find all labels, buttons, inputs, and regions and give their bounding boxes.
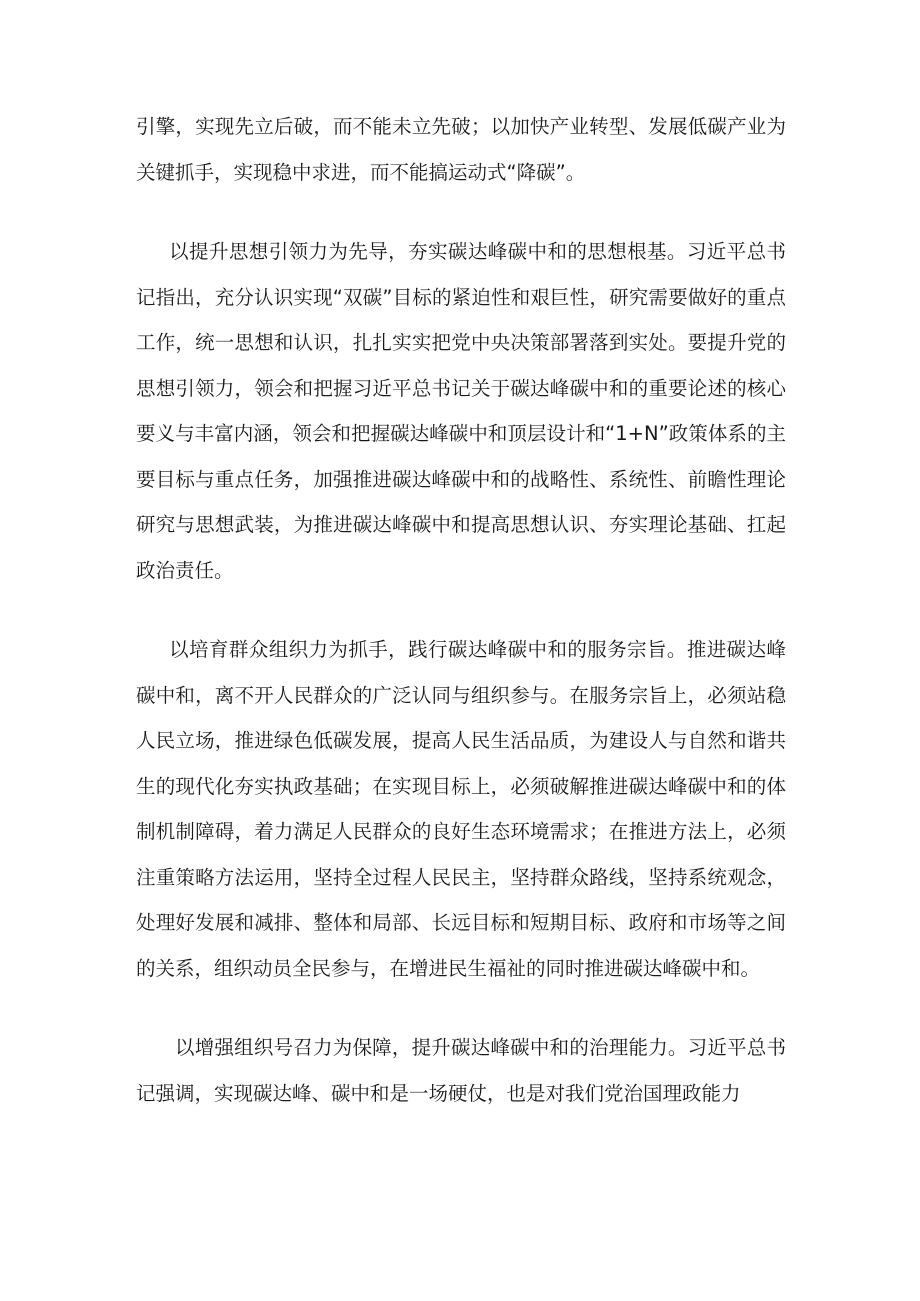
paragraph-organizational-appeal: 以增强组织号召力为保障，提升碳达峰碳中和的治理能力。习近平总书记强调，实现碳达峰、碳中和是一场硬仗，也是对我们党治国理政能力 <box>136 1036 786 1105</box>
paragraph-thought-leadership: 以提升思想引领力为先导，夯实碳达峰碳中和的思想根基。习近平总书记指出，充分认识实现“双碳”目标的紧迫性和艰巨性，研究需要做好的重点工作，统一思想和认识，扎扎实实把党中央决策部署落到实处。要提升党的思想引领力，领会和把握习近平总书记关于碳达峰碳中和的重要论述的核心要义与丰富内涵，领会和把握碳达峰碳中和顶层设计和“1+N”政策体系的主要目标与重点任务，加强推进碳达峰碳中和的战略性、系统性、前瞻性理论研究与思想武装，为推进碳达峰碳中和提高思想认识、夯实理论基础、扛起政治责任。 <box>136 240 786 582</box>
paragraph-mass-organization: 以培育群众组织力为抓手，践行碳达峰碳中和的服务宗旨。推进碳达峰碳中和，离不开人民群众的广泛认同与组织参与。在服务宗旨上，必须站稳人民立场，推进绿色低碳发展，提高人民生活品质，为建设人与自然和谐共生的现代化夯实执政基础；在实现目标上，必须破解推进碳达峰碳中和的体制机制障碍，着力满足人民群众的良好生态环境需求；在推进方法上，必须注重策略方法运用，坚持全过程人民民主，坚持群众路线，坚持系统观念，处理好发展和减排、整体和局部、长远目标和短期目标、政府和市场等之间的关系，组织动员全民参与，在增进民生福祉的同时推进碳达峰碳中和。 <box>136 638 786 980</box>
paragraph-continuation: 引擎，实现先立后破，而不能未立先破；以加快产业转型、发展低碳产业为关键抓手，实现稳中求进，而不能搞运动式“降碳”。 <box>136 115 786 184</box>
document-page <box>136 104 786 1150</box>
